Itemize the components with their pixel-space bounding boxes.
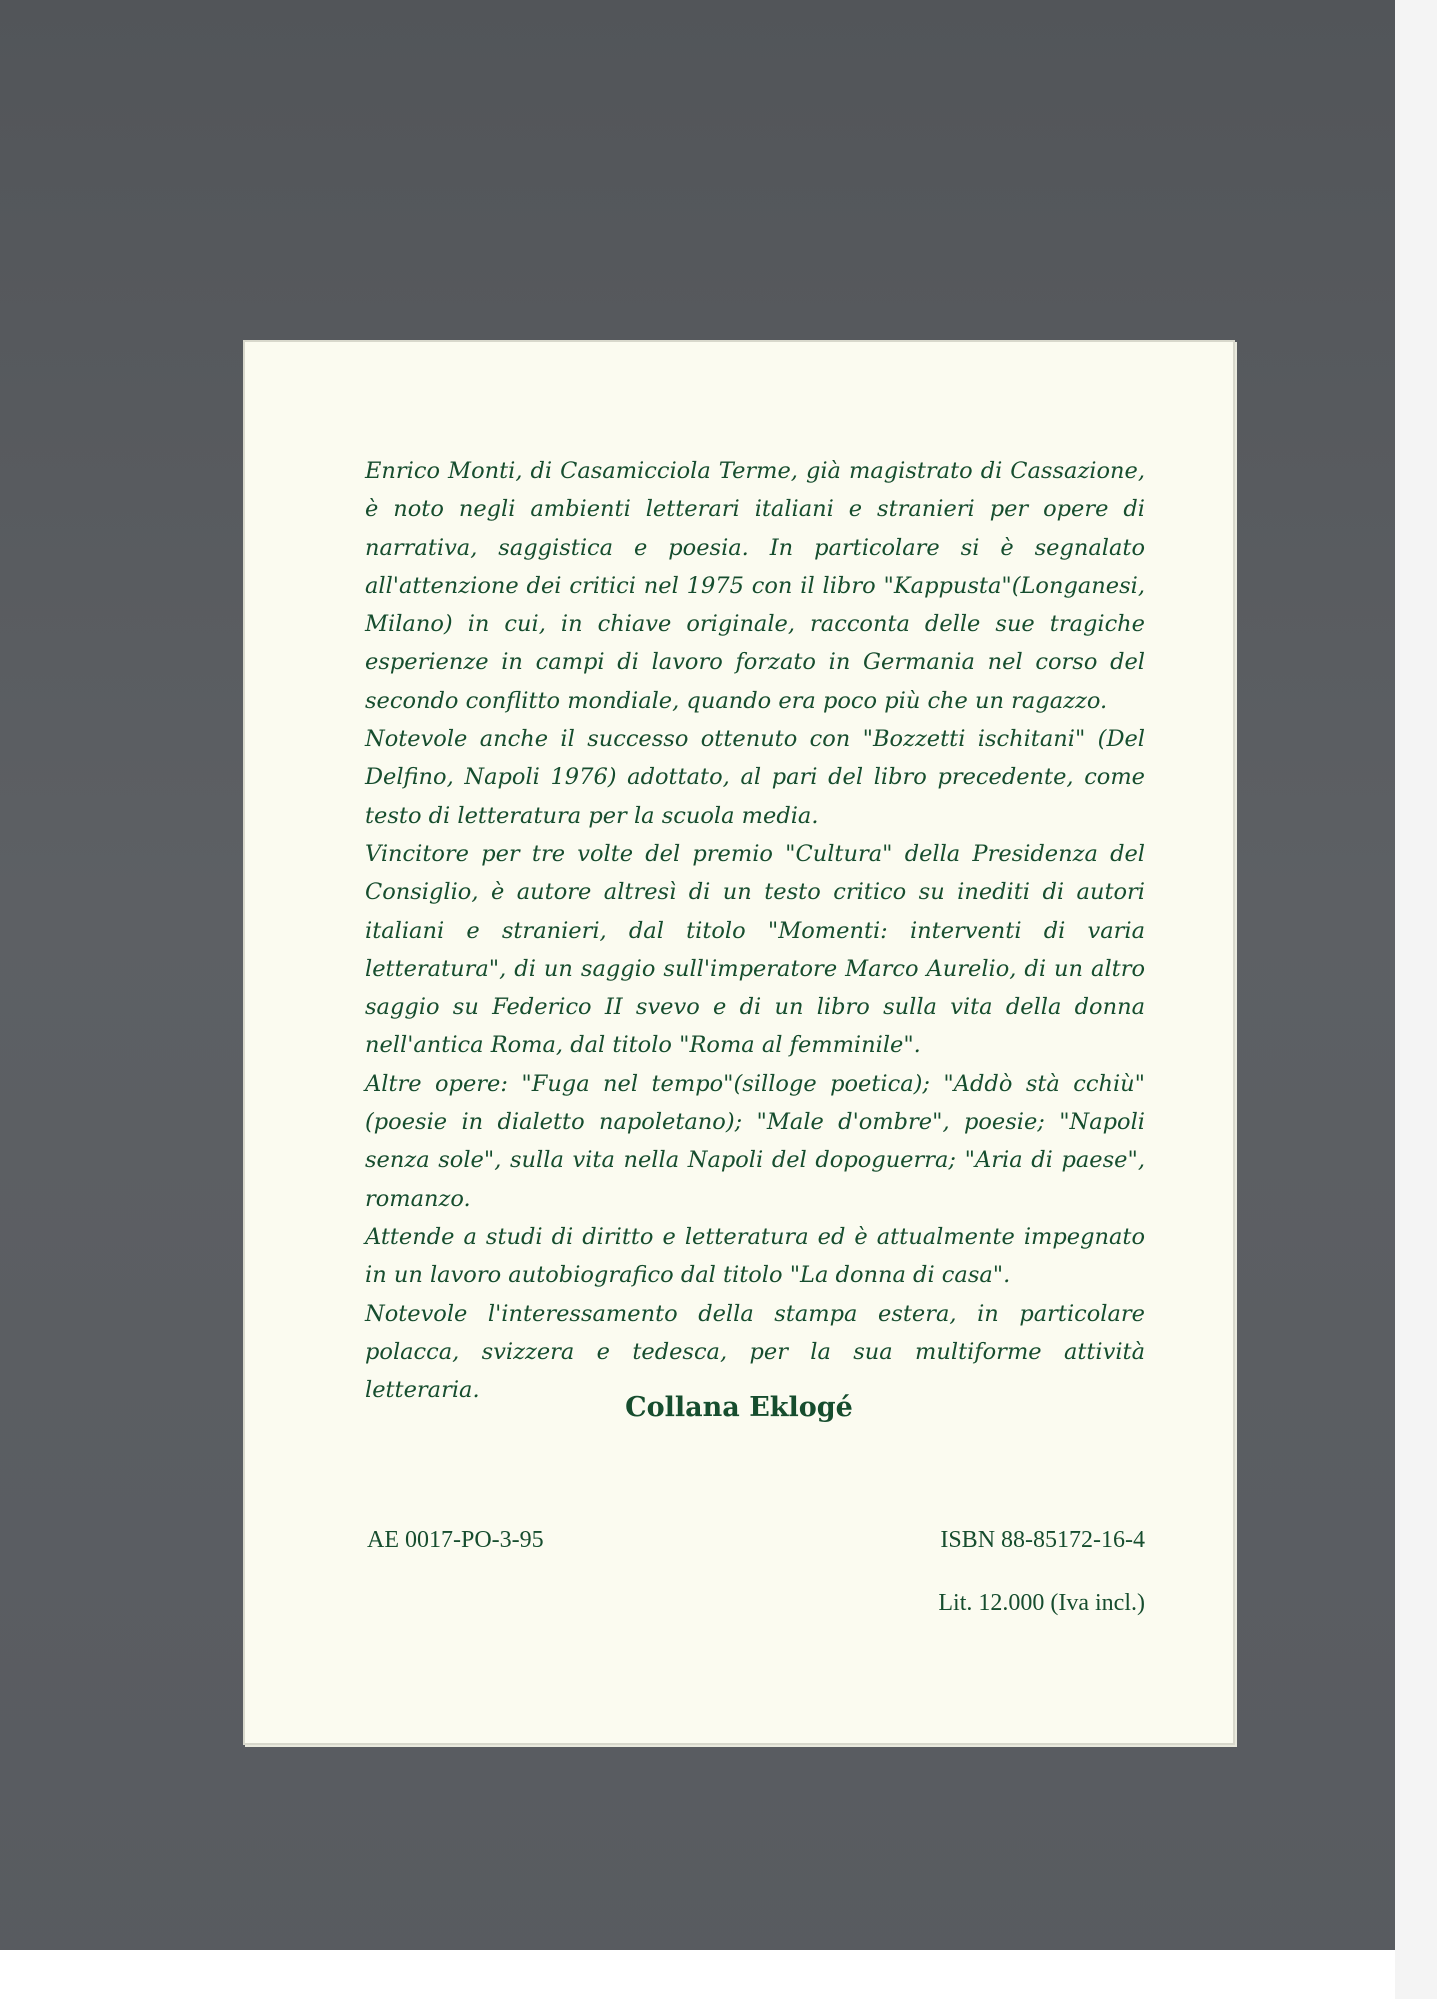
biography-paragraph: Notevole anche il successo ottenuto con "Bozzetti ischitani" (Del Delfino, Napoli 1976) adottato, al pari del libro precedente, come testo di letteratura per la scuola media. — [365, 726, 1145, 829]
scanner-right-margin — [1395, 0, 1437, 1999]
biography-paragraph: Notevole l'interessamento della stampa estera, in particolare polacca, svizzera e tedesca, per la sua multiforme attività letteraria. — [365, 1300, 1145, 1404]
book-back-cover — [243, 340, 1235, 1745]
biography-paragraph: Attende a studi di diritto e letteratura ed è attualmente impegnato in un lavoro autobiografico dal titolo "La donna di casa". — [365, 1223, 1145, 1289]
isbn-number: ISBN 88-85172-16-4 — [940, 1527, 1145, 1553]
catalog-code: AE 0017-PO-3-95 — [367, 1527, 544, 1553]
price-label: Lit. 12.000 (Iva incl.) — [938, 1590, 1145, 1616]
author-biography — [365, 452, 1145, 1409]
biography-paragraph: Altre opere: "Fuga nel tempo"(silloge poetica); "Addò stà cchiù" (poesie in dialetto napoletano); "Male d'ombre", poesie; "Napoli senza sole", sulla vita nella Napoli del dopoguerra; "Aria di paese", romanzo. — [365, 1070, 1145, 1212]
biography-paragraph: Enrico Monti, di Casamicciola Terme, già magistrato di Cassazione, è noto negli ambienti letterari italiani e stranieri per opere di narrativa, saggistica e poesia. In particolare si è segnalato all'attenzione dei critici nel 1975 con il libro "Kappusta"(Longanesi, Milano) in cui, in chiave originale, racconta delle sue tragiche esperienze in campi di lavoro forzato in Germania nel corso del secondo conflitto mondiale, quando era poco più che un ragazzo. — [365, 458, 1145, 714]
series-name: Collana Eklogé — [625, 1392, 853, 1423]
biography-paragraph: Vincitore per tre volte del premio "Cultura" della Presidenza del Consiglio, è autore altresì di un testo critico su inediti di autori italiani e stranieri, dal titolo "Momenti: interventi di varia letteratura", di un saggio sull'imperatore Marco Aurelio, di un altro saggio su Federico II svevo e di un libro sulla vita della donna nell'antica Roma, dal titolo "Roma al femminile". — [365, 840, 1145, 1059]
scanner-bottom-margin — [0, 1950, 1437, 1999]
